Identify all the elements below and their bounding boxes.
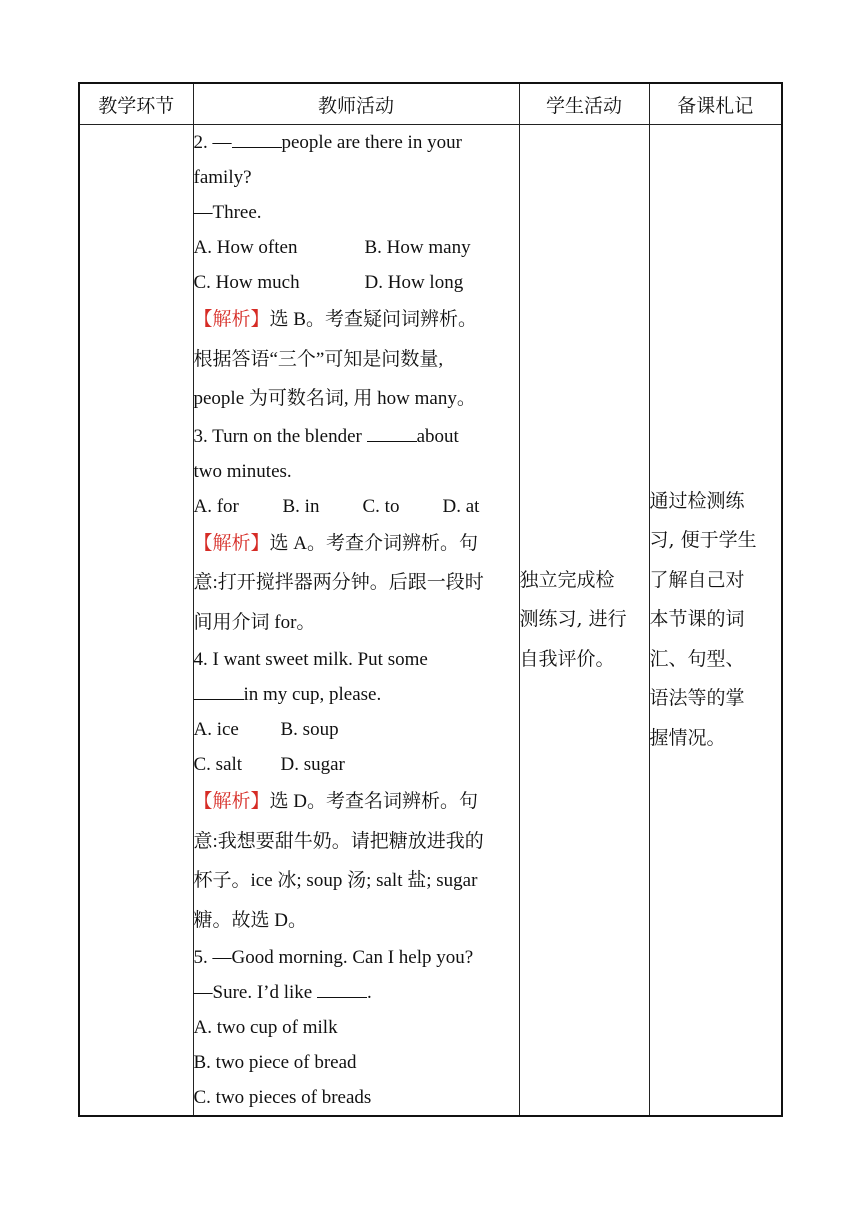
- q5-answer-prefix: —Sure. I’d like: [193, 982, 317, 1003]
- notes-line-6: 语法等的掌: [649, 687, 745, 710]
- q2-blank: [232, 127, 282, 148]
- header-teaching-stage: 教学环节: [79, 83, 193, 125]
- student-activity-line-3: 自我评价。: [519, 647, 615, 670]
- q2-option-b: B. How many: [364, 237, 471, 258]
- q2-prefix: 2. —: [193, 132, 232, 153]
- notes-line-5: 汇、句型、: [649, 647, 745, 670]
- q4-stem-cont: in my cup, please.: [243, 684, 382, 705]
- question-4: [194, 642, 519, 940]
- q2-analysis-3: people 为可数名词, 用 how many。: [193, 388, 476, 409]
- teacher-activity-cell: [193, 125, 519, 1117]
- notes-line-2: 习, 便于学生: [649, 529, 757, 552]
- q2-stem: people are there in your: [281, 132, 462, 153]
- header-lesson-notes: 备课札记: [649, 83, 782, 125]
- q5-option-a: A. two cup of milk: [193, 1017, 338, 1038]
- question-3: [194, 419, 519, 643]
- q4-analysis-3: 杯子。ice 冰; soup 汤; salt 盐; sugar: [193, 870, 478, 891]
- q3-analysis-2: 意:打开搅拌器两分钟。后跟一段时: [193, 572, 484, 593]
- q5-option-b: B. two piece of bread: [193, 1052, 357, 1073]
- notes-line-7: 握情况。: [649, 726, 726, 749]
- q2-answer-line: —Three.: [193, 202, 262, 223]
- content-row: [79, 125, 782, 1117]
- q5-answer-end: .: [366, 982, 372, 1003]
- header-teacher-activity: 教师活动: [193, 83, 519, 125]
- q2-analysis-2: 根据答语“三个”可知是问数量,: [193, 348, 444, 370]
- q4-analysis-tag: 【解析】: [193, 791, 270, 812]
- student-activity-cell: [519, 125, 649, 1117]
- header-row: [79, 83, 782, 125]
- lesson-plan-table: [78, 82, 783, 1117]
- q5-option-c: C. two pieces of breads: [193, 1087, 372, 1108]
- q4-analysis-4: 糖。故选 D。: [193, 909, 307, 931]
- q3-option-a: A. for: [193, 495, 239, 517]
- q5-stem: 5. —Good morning. Can I help you?: [193, 947, 474, 968]
- q3-blank: [367, 421, 417, 442]
- q3-analysis-tag: 【解析】: [193, 532, 270, 554]
- q3-stem-end: about: [416, 425, 459, 447]
- notes-line-1: 通过检测练: [649, 489, 745, 512]
- q4-option-d: D. sugar: [280, 754, 345, 775]
- q2-analysis-tag: 【解析】: [193, 309, 270, 330]
- q3-option-b: B. in: [282, 495, 320, 517]
- q3-option-c: C. to: [362, 495, 400, 517]
- student-activity-line-2: 测练习, 进行: [519, 608, 627, 631]
- q3-stem: 3. Turn on the blender: [193, 425, 367, 447]
- notes-line-4: 本节课的词: [649, 608, 745, 631]
- q4-option-a: A. ice: [193, 719, 239, 740]
- q5-blank: [317, 977, 367, 998]
- q3-option-d: D. at: [442, 495, 480, 517]
- q4-stem: 4. I want sweet milk. Put some: [193, 649, 428, 670]
- q4-option-c: C. salt: [193, 754, 243, 775]
- q4-analysis-1: 选 D。考查名词辨析。句: [269, 791, 478, 812]
- question-5: [194, 940, 519, 1115]
- student-activity-line-1: 独立完成检: [519, 568, 615, 591]
- q2-analysis-1: 选 B。考查疑问词辨析。: [269, 309, 477, 330]
- q3-analysis-3: 间用介词 for。: [193, 611, 316, 633]
- q4-analysis-2: 意:我想要甜牛奶。请把糖放进我的: [193, 830, 484, 852]
- q2-option-a: A. How often: [193, 237, 298, 258]
- q2-stem-cont: family?: [193, 167, 252, 188]
- teaching-stage-cell: [79, 125, 193, 1117]
- q3-stem-cont: two minutes.: [193, 460, 292, 482]
- question-2: [194, 125, 519, 419]
- q4-blank: [194, 679, 244, 700]
- q3-analysis-1: 选 A。考查介词辨析。句: [269, 532, 478, 554]
- q2-option-c: C. How much: [193, 272, 300, 293]
- notes-line-3: 了解自己对: [649, 568, 745, 591]
- q2-option-d: D. How long: [364, 272, 464, 293]
- lesson-notes-cell: [649, 125, 782, 1117]
- q4-option-b: B. soup: [280, 719, 339, 740]
- header-student-activity: 学生活动: [519, 83, 649, 125]
